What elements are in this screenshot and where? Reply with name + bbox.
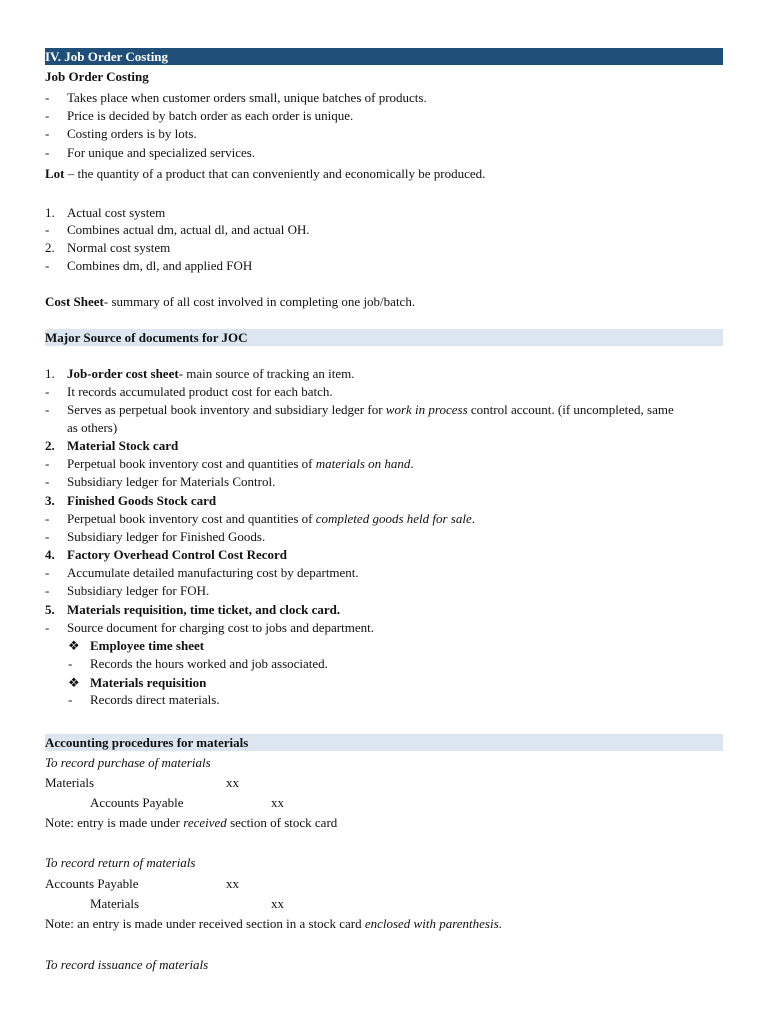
bullet-dash: - bbox=[45, 258, 50, 273]
italic-term: enclosed with parenthesis bbox=[364, 916, 499, 931]
italic-term: work in process bbox=[385, 402, 468, 417]
section-header: IV. Job Order Costing bbox=[45, 49, 169, 64]
lot-definition bbox=[45, 166, 485, 182]
text-fragment: Note: an entry is made under received section in a stock card bbox=[45, 916, 365, 931]
system-number: 1. bbox=[45, 205, 55, 220]
bullet-text: For unique and specialized services. bbox=[67, 145, 256, 160]
text-fragment: section of stock card bbox=[226, 815, 338, 830]
item-number: 4. bbox=[45, 547, 55, 562]
system-detail: Combines dm, dl, and applied FOH bbox=[67, 258, 253, 273]
italic-term: completed goods held for sale bbox=[315, 511, 472, 526]
sources-header: Major Source of documents for JOC bbox=[45, 330, 248, 345]
text-fragment: Perpetual book inventory cost and quantities of bbox=[67, 511, 316, 526]
text-fragment: . bbox=[498, 916, 502, 931]
entry-caption: To record purchase of materials bbox=[45, 755, 211, 770]
item-title: Material Stock card bbox=[67, 438, 179, 453]
entry-note bbox=[45, 916, 502, 932]
item-term: Job-order cost sheet bbox=[67, 366, 179, 381]
system-label: Normal cost system bbox=[67, 240, 171, 255]
text-fragment: . bbox=[471, 511, 475, 526]
bullet-text: Costing orders is by lots. bbox=[67, 126, 197, 141]
bullet-continuation: as others) bbox=[67, 420, 118, 435]
debit-amount: xx bbox=[226, 775, 239, 790]
system-number: 2. bbox=[45, 240, 55, 255]
item-title: Factory Overhead Control Cost Record bbox=[67, 547, 287, 562]
sub-item-title: Materials requisition bbox=[90, 675, 207, 690]
debit-amount: xx bbox=[226, 876, 239, 891]
lot-def: – the quantity of a product that can conveniently and economically be produced. bbox=[64, 166, 486, 181]
bullet-text bbox=[67, 402, 674, 418]
text-fragment: Perpetual book inventory cost and quantities of bbox=[67, 456, 316, 471]
bullet-text bbox=[67, 511, 475, 527]
credit-amount: xx bbox=[271, 896, 284, 911]
bullet-dash: - bbox=[45, 529, 50, 544]
item-number: 1. bbox=[45, 366, 55, 381]
sub-item-desc: Records direct materials. bbox=[90, 692, 220, 707]
bullet-dash: - bbox=[45, 565, 50, 580]
debit-account: Accounts Payable bbox=[45, 876, 139, 891]
entry-caption: To record issuance of materials bbox=[45, 957, 209, 972]
bullet-text: Takes place when customer orders small, unique batches of products. bbox=[67, 90, 427, 105]
bullet-dash: - bbox=[45, 511, 50, 526]
bullet-dash: - bbox=[45, 145, 50, 160]
bullet-dash: - bbox=[45, 384, 50, 399]
bullet-dash: - bbox=[68, 656, 73, 671]
bullet-text: Subsidiary ledger for FOH. bbox=[67, 583, 210, 598]
credit-account: Materials bbox=[90, 896, 140, 911]
system-detail: Combines actual dm, actual dl, and actual OH. bbox=[67, 222, 310, 237]
bullet-dash: - bbox=[45, 583, 50, 598]
bullet-dash: - bbox=[45, 108, 50, 123]
cost-sheet-def: - summary of all cost involved in completing one job/batch. bbox=[103, 294, 416, 309]
item-title: Finished Goods Stock card bbox=[67, 493, 217, 508]
bullet-text: Source document for charging cost to jobs and department. bbox=[67, 620, 374, 635]
bullet-text: Subsidiary ledger for Materials Control. bbox=[67, 474, 276, 489]
sub-item-desc: Records the hours worked and job associated. bbox=[90, 656, 328, 671]
bullet-dash: - bbox=[45, 402, 50, 417]
italic-term: materials on hand bbox=[315, 456, 411, 471]
item-number: 5. bbox=[45, 602, 55, 617]
entry-caption: To record return of materials bbox=[45, 855, 196, 870]
italic-term: received bbox=[183, 815, 227, 830]
cost-sheet-term: Cost Sheet bbox=[45, 294, 104, 309]
bullet-dash: - bbox=[45, 620, 50, 635]
bullet-text bbox=[67, 456, 414, 472]
item-def: - main source of tracking an item. bbox=[178, 366, 355, 381]
bullet-dash: - bbox=[45, 90, 50, 105]
debit-account: Materials bbox=[45, 775, 95, 790]
bullet-dash: - bbox=[45, 456, 50, 471]
sub-item-title: Employee time sheet bbox=[90, 638, 205, 653]
diamond-bullet-icon: ❖ bbox=[68, 638, 80, 653]
item-number: 3. bbox=[45, 493, 55, 508]
bullet-text: Accumulate detailed manufacturing cost by department. bbox=[67, 565, 359, 580]
lot-term: Lot bbox=[45, 166, 65, 181]
cost-sheet-definition bbox=[45, 294, 415, 310]
procedures-header: Accounting procedures for materials bbox=[45, 735, 249, 750]
bullet-dash: - bbox=[45, 126, 50, 141]
section-title: Job Order Costing bbox=[45, 69, 149, 84]
text-fragment: Serves as perpetual book inventory and subsidiary ledger for bbox=[67, 402, 386, 417]
bullet-text: Subsidiary ledger for Finished Goods. bbox=[67, 529, 266, 544]
text-fragment: . bbox=[410, 456, 414, 471]
bullet-text: It records accumulated product cost for each batch. bbox=[67, 384, 333, 399]
text-fragment: control account. (if uncompleted, same bbox=[467, 402, 674, 417]
text-fragment: Note: entry is made under bbox=[45, 815, 184, 830]
bullet-dash: - bbox=[45, 474, 50, 489]
item-number: 2. bbox=[45, 438, 55, 453]
bullet-dash: - bbox=[68, 692, 73, 707]
credit-account: Accounts Payable bbox=[90, 795, 184, 810]
entry-note bbox=[45, 815, 337, 831]
system-label: Actual cost system bbox=[67, 205, 166, 220]
credit-amount: xx bbox=[271, 795, 284, 810]
bullet-dash: - bbox=[45, 222, 50, 237]
diamond-bullet-icon: ❖ bbox=[68, 675, 80, 690]
item-title: Materials requisition, time ticket, and clock card. bbox=[67, 602, 341, 617]
item-heading bbox=[67, 366, 355, 382]
bullet-text: Price is decided by batch order as each order is unique. bbox=[67, 108, 354, 123]
